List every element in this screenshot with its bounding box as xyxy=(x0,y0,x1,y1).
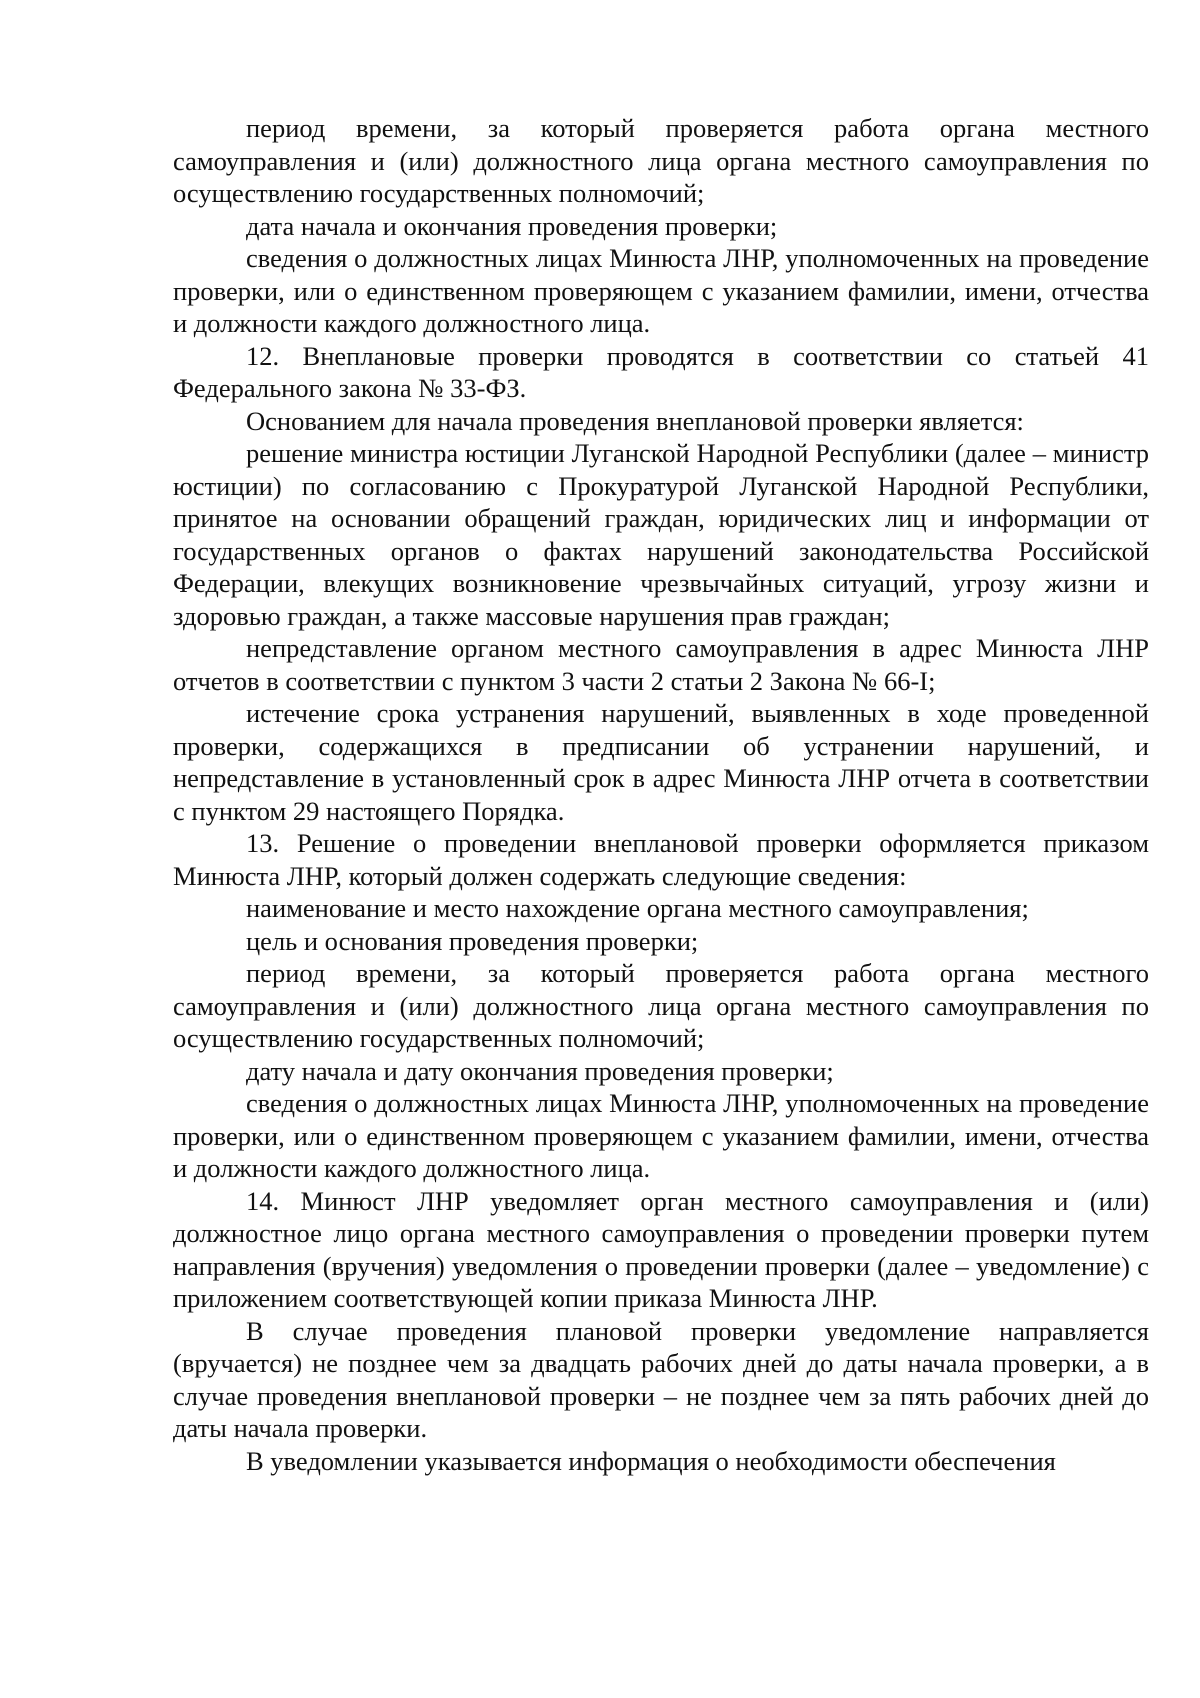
paragraph-minister-decision: решение министра юстиции Луганской Народной Республики (далее – министр юстиции) по согласованию с Прокуратурой Луганской Народной Республики, принятое на основании обращений граждан, юридических лиц и информации от государственных органов о фактах нарушений законодательства Российской Федерации, влекущих возникновение чрезвычайных ситуаций, угрозу жизни и здоровью граждан, а также массовые нарушения прав граждан; xyxy=(173,438,1149,631)
paragraph-expiry: истечение срока устранения нарушений, выявленных в ходе проведенной проверки, содержащихся в предписании об устранении нарушений, и непредставление в установленный срок в адрес Минюста ЛНР отчета в соответствии с пунктом 29 настоящего Порядка. xyxy=(173,698,1149,826)
paragraph-officials-2: сведения о должностных лицах Минюста ЛНР, уполномоченных на проведение проверки, или о единственном проверяющем с указанием фамилии, имени, отчества и должности каждого должностного лица. xyxy=(173,1088,1149,1183)
paragraph-grounds: Основанием для начала проведения внеплановой проверки является: xyxy=(246,405,1024,436)
paragraph-dates-2: дату начала и дату окончания проведения проверки; xyxy=(246,1055,834,1086)
paragraph-period: период времени, за который проверяется работа органа местного самоуправления и (или) должностного лица органа местного самоуправления по осуществлению государственных полномочий; xyxy=(173,113,1149,208)
paragraph-officials: сведения о должностных лицах Минюста ЛНР, уполномоченных на проведение проверки, или о единственном проверяющем с указанием фамилии, имени, отчества и должности каждого должностного лица. xyxy=(173,243,1149,338)
paragraph-item-13: 13. Решение о проведении внеплановой проверки оформляется приказом Минюста ЛНР, который должен содержать следующие сведения: xyxy=(173,828,1149,891)
paragraph-notice-deadline: В случае проведения плановой проверки уведомление направляется (вручается) не позднее чем за двадцать рабочих дней до даты начала проверки, а в случае проведения внеплановой проверки – не позднее чем за пять рабочих дней до даты начала проверки. xyxy=(173,1315,1149,1443)
paragraph-item-14: 14. Минюст ЛНР уведомляет орган местного самоуправления и (или) должностное лицо органа местного самоуправления о проведении проверки путем направления (вручения) уведомления о проведении проверки (далее – уведомление) с приложением соответствующей копии приказа Минюста ЛНР. xyxy=(173,1185,1149,1313)
paragraph-non-submission: непредставление органом местного самоуправления в адрес Минюста ЛНР отчетов в соответствии с пунктом 3 части 2 статьи 2 Закона № 66-I; xyxy=(173,633,1149,696)
paragraph-purpose: цель и основания проведения проверки; xyxy=(246,925,699,956)
paragraph-period-2: период времени, за который проверяется работа органа местного самоуправления и (или) должностного лица органа местного самоуправления по осуществлению государственных полномочий; xyxy=(173,958,1149,1053)
document-page xyxy=(173,112,1149,1477)
paragraph-notice-content: В уведомлении указывается информация о необходимости обеспечения xyxy=(246,1445,1056,1476)
paragraph-item-12: 12. Внеплановые проверки проводятся в соответствии со статьей 41 Федерального закона № 33-ФЗ. xyxy=(173,340,1149,403)
paragraph-name-location: наименование и место нахождение органа местного самоуправления; xyxy=(246,893,1029,923)
paragraph-dates: дата начала и окончания проведения проверки; xyxy=(246,210,778,241)
